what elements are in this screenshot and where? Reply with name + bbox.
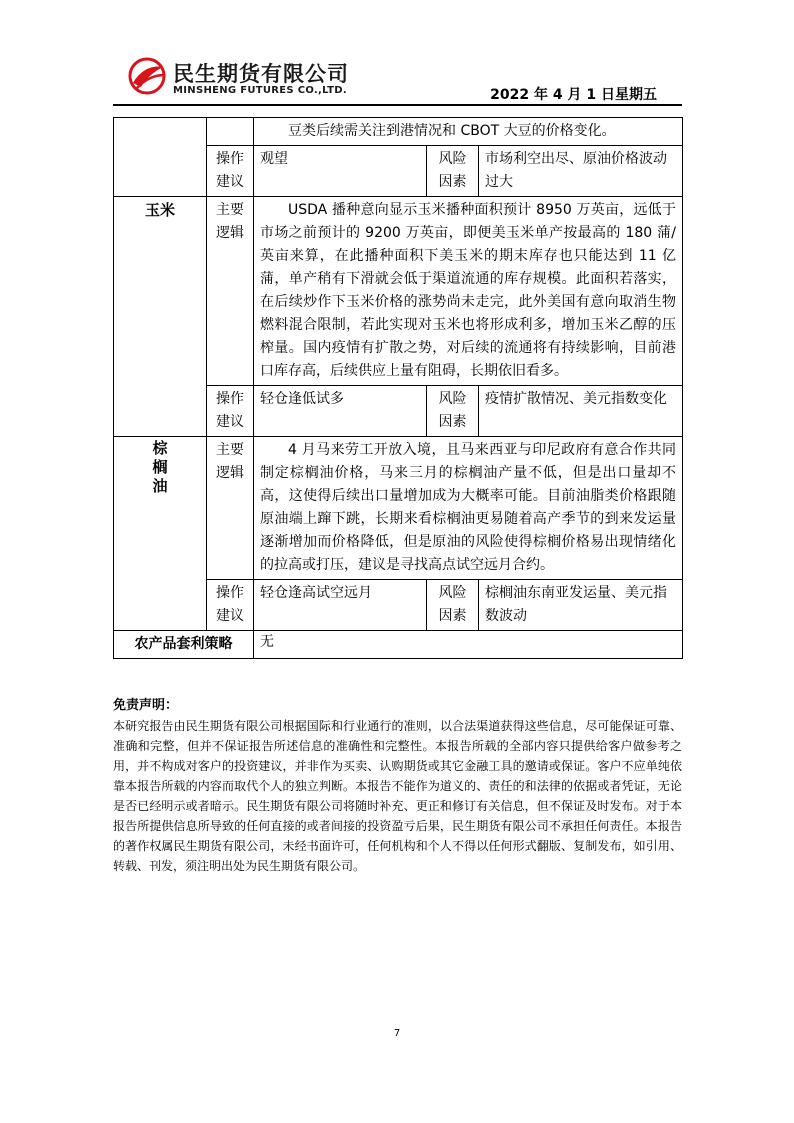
disclaimer-body: 本研究报告由民生期货有限公司根据国际和行业通行的准则，以合法渠道获得这些信息，尽可能保证可靠、准确和完整，但并不保证报告所述信息的准确性和完整性。本报告所载的全部内容只提供给客户做参考之用，并不构成对客户的投资建议，并非作为买卖、认购期货或其它金融工具的邀请或保证。客户不应单纯依靠本报告所载的内容而取代个人的独立判断。本报告不能作为道义的、责任的和法律的依据或者凭证，无论是否已经明示或者暗示。民生期货有限公司将随时补充、更正和修订有关信息，但不保证及时发布。对于本报告所提供信息所导致的任何直接的或者间接的投资盈亏后果，民生期货有限公司不承担任何责任。本报告的著作权属民生期货有限公司，未经书面许可，任何机构和个人不得以任何形式翻版、复制发布，如引用、转载、刊发，须注明出处为民生期货有限公司。 xyxy=(113,719,682,873)
arbitrage-value: 无 xyxy=(254,631,683,659)
corn-risk-label: 风险因素 xyxy=(427,386,479,437)
corn-operation-label: 操作建议 xyxy=(207,386,254,437)
arbitrage-label: 农产品套利策略 xyxy=(114,631,254,659)
table-row xyxy=(114,118,683,146)
soy-risk-value: 市场利空出尽、原油价格波动过大 xyxy=(479,146,683,197)
palm-risk-label: 风险因素 xyxy=(427,580,479,631)
company-name-cn: 民生期货有限公司 xyxy=(173,62,349,86)
table-row xyxy=(114,437,683,580)
company-logo xyxy=(127,55,367,100)
disclaimer-section xyxy=(113,696,682,876)
soy-logic-label-cell xyxy=(207,118,254,146)
corn-risk-value: 疫情扩散情况、美元指数变化 xyxy=(479,386,683,437)
strategy-table xyxy=(113,117,683,659)
palm-risk-value: 棕榈油东南亚发运量、美元指数波动 xyxy=(479,580,683,631)
minsheng-logo-icon xyxy=(127,57,167,95)
soy-operation-value: 观望 xyxy=(254,146,427,197)
table-row xyxy=(114,631,683,659)
report-date: 2022 年 4 月 1 日星期五 xyxy=(490,87,657,103)
corn-logic-label: 主要逻辑 xyxy=(207,197,254,386)
company-name-en: MINSHENG FUTURES CO.,LTD. xyxy=(173,85,347,96)
soy-operation-label: 操作建议 xyxy=(207,146,254,197)
palm-category-label: 棕榈油 xyxy=(152,439,168,495)
soy-risk-label: 风险因素 xyxy=(427,146,479,197)
palm-category xyxy=(114,437,207,631)
header-divider xyxy=(113,104,682,106)
soy-logic-text: 豆类后续需关注到港情况和 CBOT 大豆的价格变化。 xyxy=(254,118,683,146)
corn-logic-text: USDA 播种意向显示玉米播种面积预计 8950 万英亩，远低于市场之前预计的 9200 万英亩，即便美玉米单产按最高的 180 蒲/英亩来算，在此播种面积下美玉米的期末库存也只能达到 11 亿蒲，单产稍有下滑就会低于渠道流通的库存规模。此面积若落实，在后续炒作下玉米价格的涨势尚未走完，此外美国有意向取消生物燃料混合限制，若此实现对玉米也将形成利多，增加玉米乙醇的压榨量。国内疫情有扩散之势，对后续的流通将有持续影响，目前港口库存高，后续供应上量有阻碍，长期依旧看多。 xyxy=(254,197,683,386)
corn-operation-value: 轻仓逢低试多 xyxy=(254,386,427,437)
table-row xyxy=(114,197,683,386)
soy-category-cell xyxy=(114,118,207,197)
disclaimer-title: 免责声明： xyxy=(113,698,179,713)
page-number: 7 xyxy=(393,1028,401,1039)
palm-logic-text: 4 月马来劳工开放入境，且马来西亚与印尼政府有意合作共同制定棕榈油价格，马来三月的棕榈油产量不低，但是出口量却不高，这使得后续出口量增加成为大概率可能。目前油脂类价格跟随原油端上蹿下跳，长期来看棕榈油更易随着高产季节的到来发运量逐渐增加而价格降低，但是原油的风险使得棕榈价格易出现情绪化的拉高或打压，建议是寻找高点试空远月合约。 xyxy=(254,437,683,580)
palm-operation-label: 操作建议 xyxy=(207,580,254,631)
palm-operation-value: 轻仓逢高试空远月 xyxy=(254,580,427,631)
corn-category: 玉米 xyxy=(114,197,207,437)
palm-logic-label: 主要逻辑 xyxy=(207,437,254,580)
